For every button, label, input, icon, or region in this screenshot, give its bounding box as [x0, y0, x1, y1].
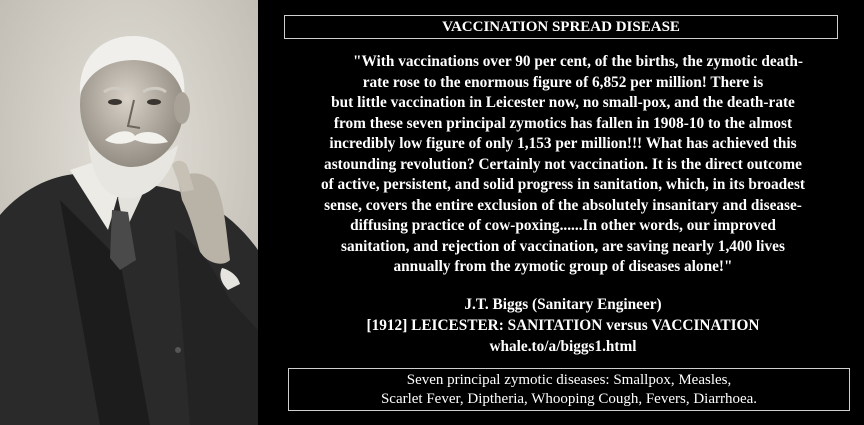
source-url: whale.to/a/biggs1.html: [489, 338, 637, 355]
quote-line: annually from the zymotic group of diseases alone!": [393, 258, 733, 275]
source-line: [1912] LEICESTER: SANITATION versus VACCINATION: [366, 317, 760, 334]
note-line: Scarlet Fever, Diptheria, Whooping Cough, Fevers, Diarrhoea.: [380, 391, 758, 407]
attribution-block: [268, 294, 858, 357]
quote-line: "With vaccinations over 90 per cent, of the births, the zymotic death-: [353, 53, 803, 70]
quote-line: rate rose to the enormous figure of 6,852 per million! There is: [362, 73, 764, 91]
diseases-note: [288, 368, 850, 411]
quote-line: sanitation, and rejection of vaccination, are saving nearly 1,400 lives: [341, 237, 785, 255]
quote-line: of active, persistent, and solid progress in sanitation, which, in its broadest: [320, 176, 806, 193]
quote-line: incredibly low figure of only 1,153 per million!!! What has achieved this: [329, 135, 797, 152]
quote-block: [268, 52, 858, 278]
portrait-photo: [0, 0, 258, 425]
note-line: Seven principal zymotic diseases: Smallpox, Measles,: [406, 372, 732, 388]
quote-line: from these seven principal zymotics has fallen in 1908-10 to the almost: [333, 114, 793, 132]
title-text: VACCINATION SPREAD DISEASE: [442, 19, 680, 35]
quote-line: but little vaccination in Leicester now, no small-pox, and the death-rate: [331, 94, 795, 111]
quote-line: sense, covers the entire exclusion of the absolutely insanitary and disease-: [324, 196, 802, 214]
quote-line: diffusing practice of cow-poxing......In other words, our improved: [350, 217, 776, 234]
author-line: J.T. Biggs (Sanitary Engineer): [464, 296, 662, 313]
title-banner: [284, 15, 838, 39]
quote-line: astounding revolution? Certainly not vaccination. It is the direct outcome: [324, 155, 802, 173]
